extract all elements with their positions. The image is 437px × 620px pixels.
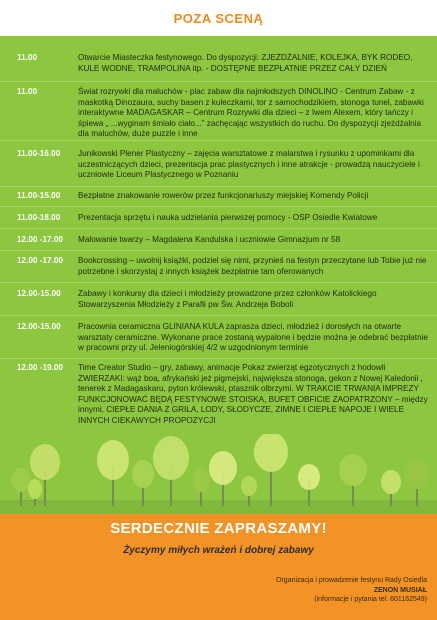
schedule-text: Pracownia ceramiczna GLINIANA KULA zaprasza dzieci, młodzież i dorosłych na otwarte warsztaty ceramiczne. Wykonane prace zostaną wypalone i będzie można je odebrać bezpłatnie w pracowni przy ul. Jeleniogórskiej 4/2 w uzgodnionym terminie [78, 322, 428, 353]
row-divider [0, 81, 437, 82]
row-divider [0, 250, 437, 251]
ground-strip [0, 500, 437, 514]
row-divider [0, 282, 437, 283]
schedule-time: 12.00-15.00 [17, 289, 61, 298]
schedule-time: 11.00-15.00 [17, 191, 61, 200]
schedule-time: 12.00 -17.00 [17, 256, 63, 265]
schedule-text: Świat rozrywki dla maluchów - plac zabaw dla najmłodszych DINOLINO - Centrum Zabaw - z maskotką Dinozaura, suchy basen z kuleczkami, tor z samochodzikiem, stonoga tunel, zabawki interaktywne MADAGASKAR – Centrum Rozrywki dla dzieci – z Iwem Alexem, który tańczy i śpiewa „ ...wyginam śmiało ciało...” zachęcając wszystkich do ruchu. Do dyspozycji zjeżdżalnia dla maluchów, duże puzzle i inne [78, 87, 424, 139]
schedule-time: 12.00 -17.00 [17, 235, 63, 244]
header [0, 0, 437, 36]
organizer-name: ZENON MUSIAŁ [373, 586, 427, 594]
tree-group-right [254, 434, 429, 506]
row-divider [0, 186, 437, 187]
schedule-time: 11.00 [17, 87, 38, 96]
schedule-text: Time Creator Studio – gry, zabawy, animacje Pokaz zwierząt egzotycznych z hodowli ZWIERZAKI: wąż boa, afrykański jeż pigmejski, największa stonoga, gekon z Nowej Kaledonii , tenerek z Madagaskaru, pyton królewski, ptasznik olbrzymi. W TRAKCIE TRWANIA IMPREZY FUNKCJONOWAĆ BĘDĄ FESTYNOWE STOISKA, BUFET OBFICIE ZAOPATRZONY – między innymi, CIEPŁE DANIA Z GRILA, LODY, SŁODYCZE, ZIMNE I CIEPŁE NAPOJE I WIELE INNYCH CIEKAWYCH PROPOZYCJI [78, 363, 428, 425]
schedule-time: 11.00 [17, 53, 38, 62]
schedule-text: Junikowski Plener Plastyczny – zajęcia warsztatowe z malarstwa i rysunku z upominkami dla uczestniczących dzieci, prezentacja prac plastycznych i inne atrakcje - prowadzą nauczyciele i uczniowie Liceum Plastycznego w Poznaniu [78, 149, 420, 180]
row-divider [0, 140, 437, 141]
row-divider [0, 228, 437, 229]
tree-group-left [11, 444, 60, 506]
schedule-text: Otwarcie Miasteczka festynowego. Do dyspozycji: ZJEŻDŻALNIE, KOLEJKA, BYK RODEO, KULE WODNE, TRAMPOLINA itp. - DOSTĘPNE BEZPŁATNIE PRZEZ CAŁY DZIEŃ [78, 53, 413, 73]
page-title: POZA SCENĄ [173, 11, 264, 26]
schedule-time: 11.00-18.00 [17, 213, 61, 222]
invitation-subtitle: Życzymy miłych wrażeń i dobrej zabawy [123, 545, 314, 556]
organizer-contact: (informacje i pytania tel. 601162549) [314, 596, 427, 603]
invitation-headline: SERDECZNIE ZAPRASZAMY! [110, 520, 327, 537]
organizer-info [207, 576, 427, 605]
schedule-text: Prezentacja sprzętu i nauka udzielania pierwszej pomocy - OSP Osiedle Kwiatowe [78, 213, 378, 222]
schedule-time: 12.00-15.00 [17, 322, 61, 331]
organizer-line: Organizacja i prowadzenie festynu Rady Osiedla [276, 577, 427, 584]
footer-panel [0, 514, 437, 620]
row-divider [0, 358, 437, 359]
schedule-text: Bookcrossing – uwolnij książki, podziel się nimi, przynieś na festyn przeczytane lub Tobie już nie potrzebne i skorzystaj z innych książek bezpłatnie tam oferowanych [78, 256, 427, 276]
schedule-panel [0, 36, 437, 514]
schedule-time: 11.00-16.00 [17, 149, 61, 158]
tree-group-center [97, 436, 257, 506]
tree-illustration [0, 434, 437, 514]
schedule-text: Zabawy i konkursy dla dzieci i młodzieży prowadzone przez członków Katolickiego Stowarzyszenia Młodzieży z Parafii pw Św. Andrzeja Boboli [78, 289, 377, 309]
schedule-time: 12.00 -19.00 [17, 363, 63, 372]
schedule-text: Bezpłatne znakowanie rowerów przez funkcjonariuszy miejskiej Komendy Policji [78, 191, 369, 200]
schedule-text: Malowanie twarzy – Magdalena Kandulska i uczniowie Gimnazjum nr 58 [78, 235, 341, 244]
row-divider [0, 315, 437, 316]
row-divider [0, 206, 437, 207]
